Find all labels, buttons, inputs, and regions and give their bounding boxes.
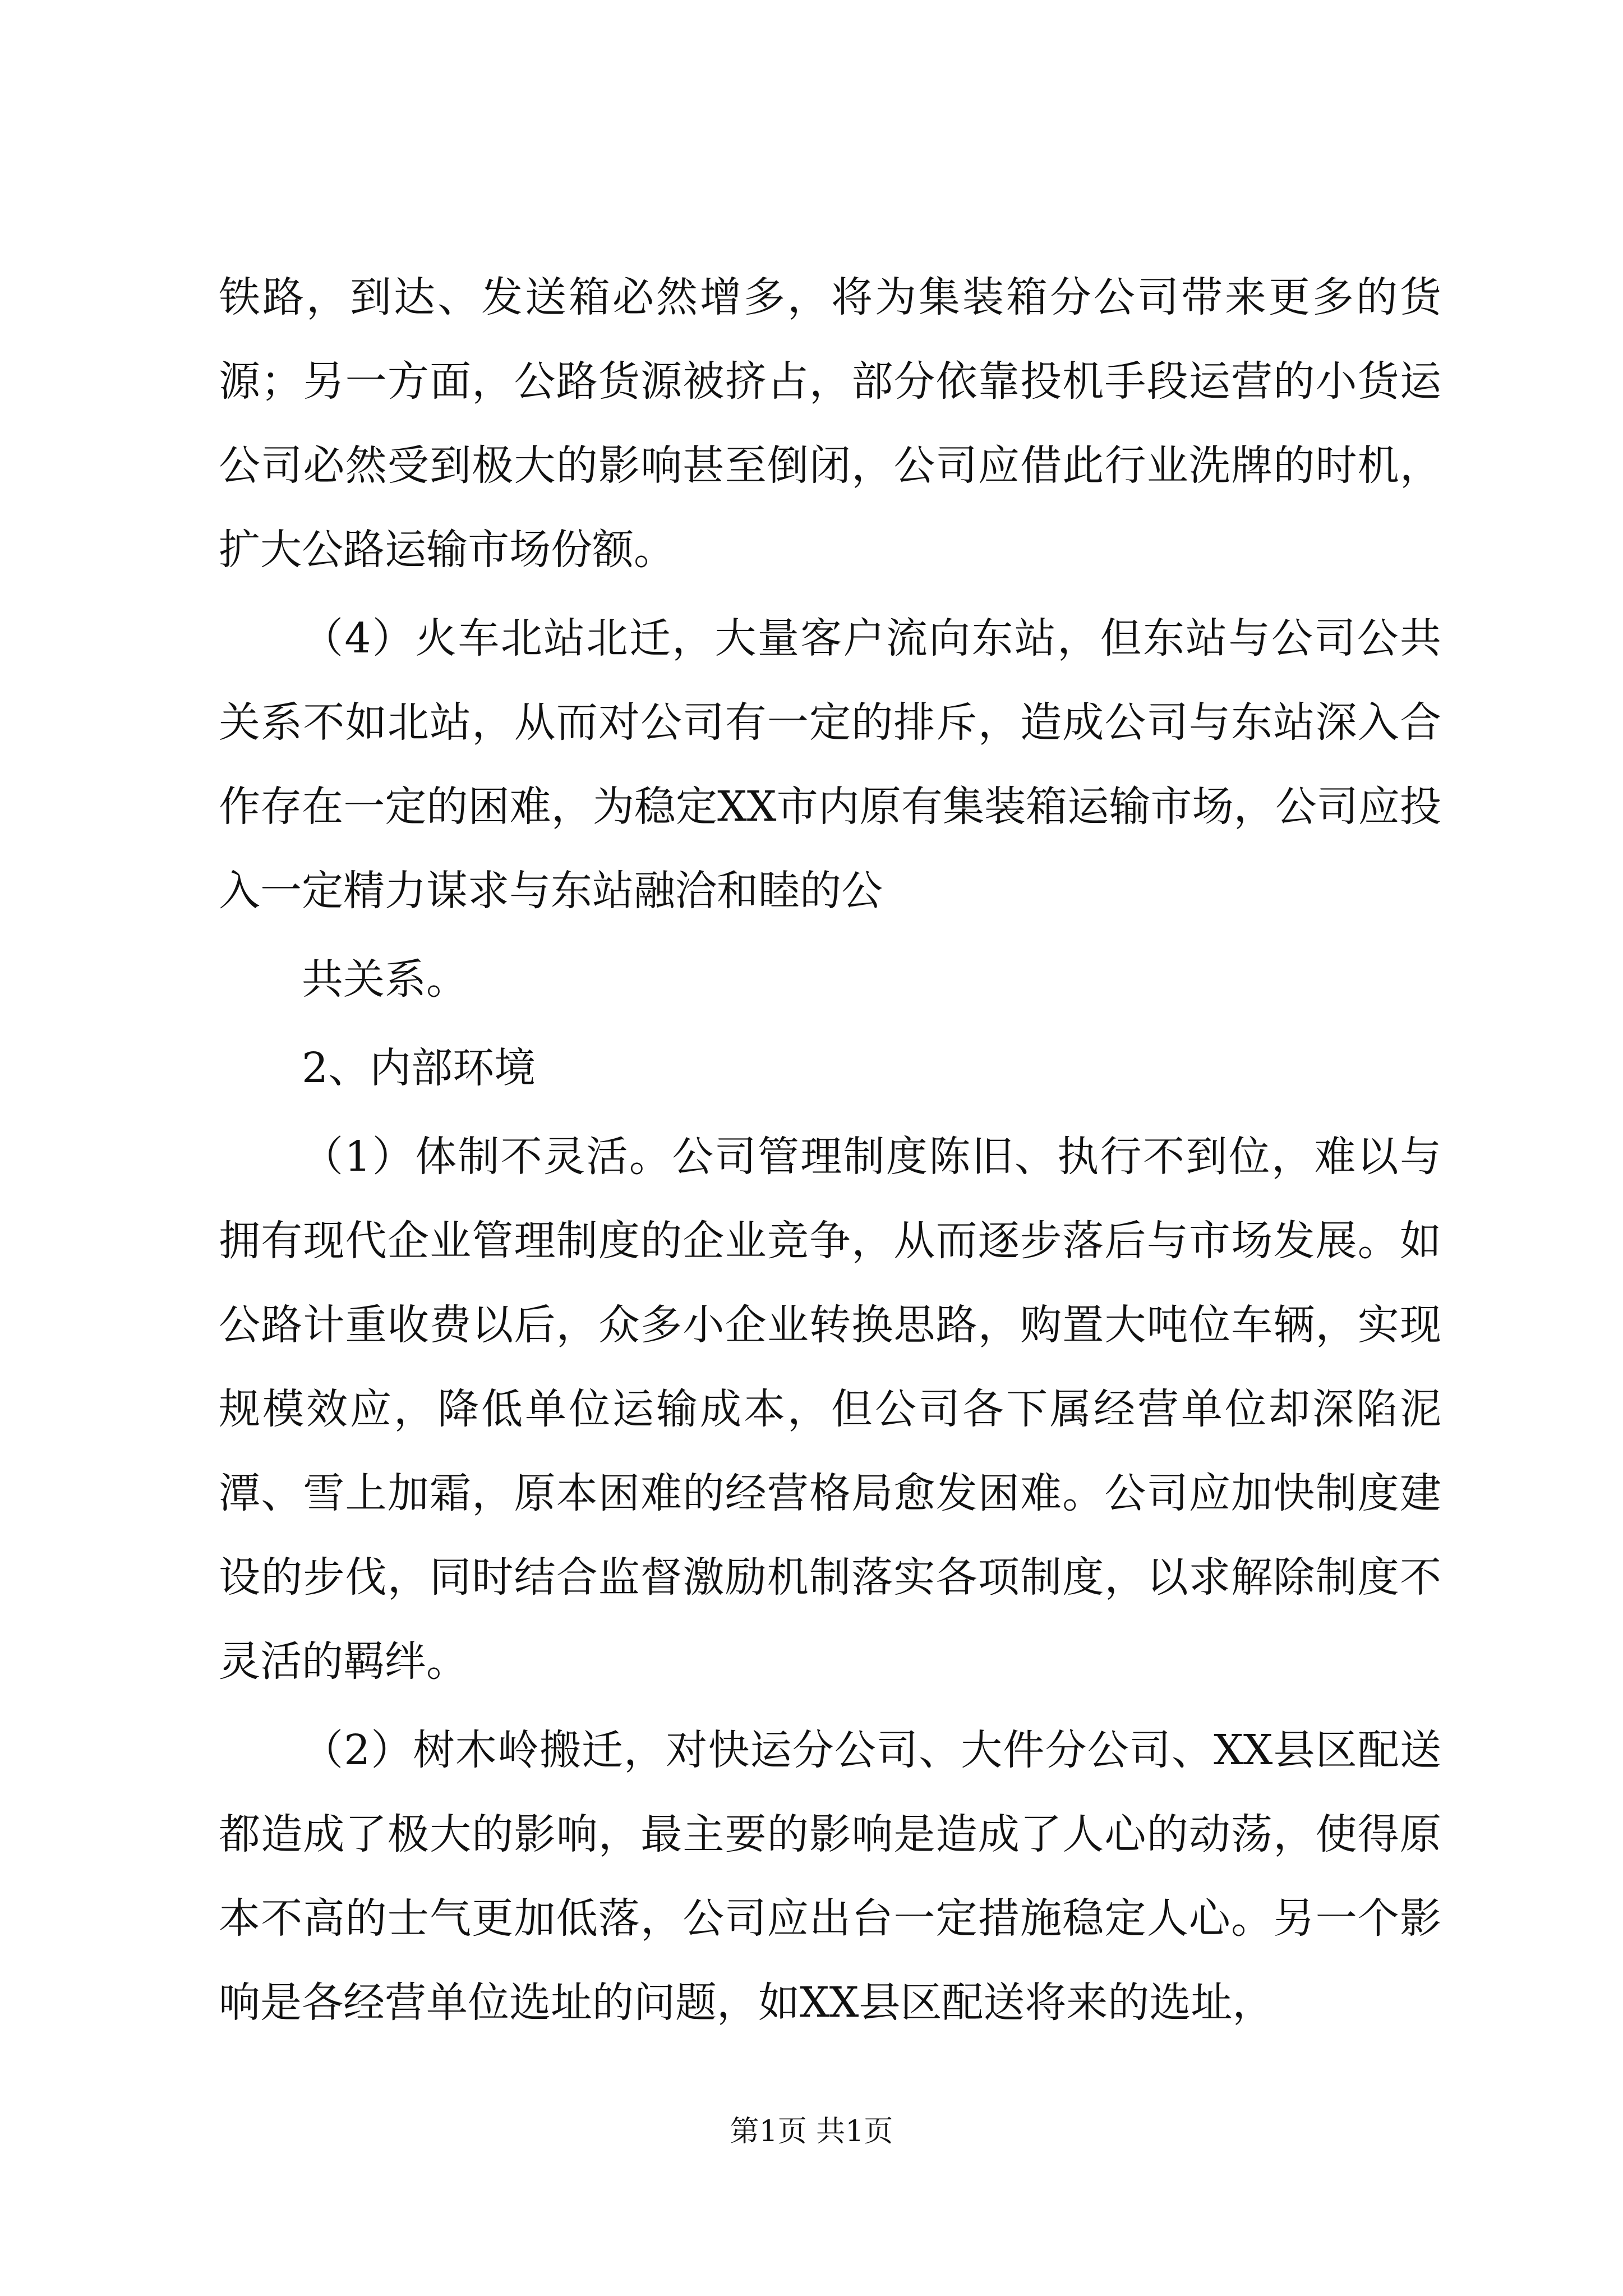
paragraph-continuation: 铁路，到达、发送箱必然增多，将为集装箱分公司带来更多的货源；另一方面，公路货源被挤占，部分依靠投机手段运营的小货运公司必然受到极大的影响甚至倒闭，公司应借此行业洗牌的时机，扩大公路运输市场份额。	[219, 273, 1441, 574]
document-body	[219, 255, 1441, 2045]
section-heading-internal-environment: 2、内部环境	[302, 1044, 536, 1092]
paragraph-item-4-tail: 共关系。	[302, 955, 468, 1004]
page-number-label: 第1页 共1页	[730, 2115, 893, 2148]
paragraph-item-1: （1）体制不灵活。公司管理制度陈旧、执行不到位，难以与拥有现代企业管理制度的企业竞争，从而逐步落后与市场发展。如公路计重收费以后，众多小企业转换思路，购置大吨位车辆，实现规模效应，降低单位运输成本，但公司各下属经营单位却深陷泥潭、雪上加霜，原本困难的经营格局愈发困难。公司应加快制度建设的步伐，同时结合监督激励机制落实各项制度，以求解除制度不灵活的羁绊。	[219, 1133, 1441, 1686]
paragraph-item-4: （4）火车北站北迁，大量客户流向东站，但东站与公司公共关系不如北站，从而对公司有一定的排斥，造成公司与东站深入合作存在一定的困难，为稳定XX市内原有集装箱运输市场，公司应投入一定精力谋求与东站融洽和睦的公	[219, 614, 1441, 915]
paragraph-item-2: （2）树木岭搬迁，对快运分公司、大件分公司、XX县区配送都造成了极大的影响，最主要的影响是造成了人心的动荡，使得原本不高的士气更加低落，公司应出台一定措施稳定人心。另一个影响是各经营单位选址的问题，如XX县区配送将来的选址，	[219, 1726, 1441, 2027]
page-footer	[0, 2112, 1623, 2151]
